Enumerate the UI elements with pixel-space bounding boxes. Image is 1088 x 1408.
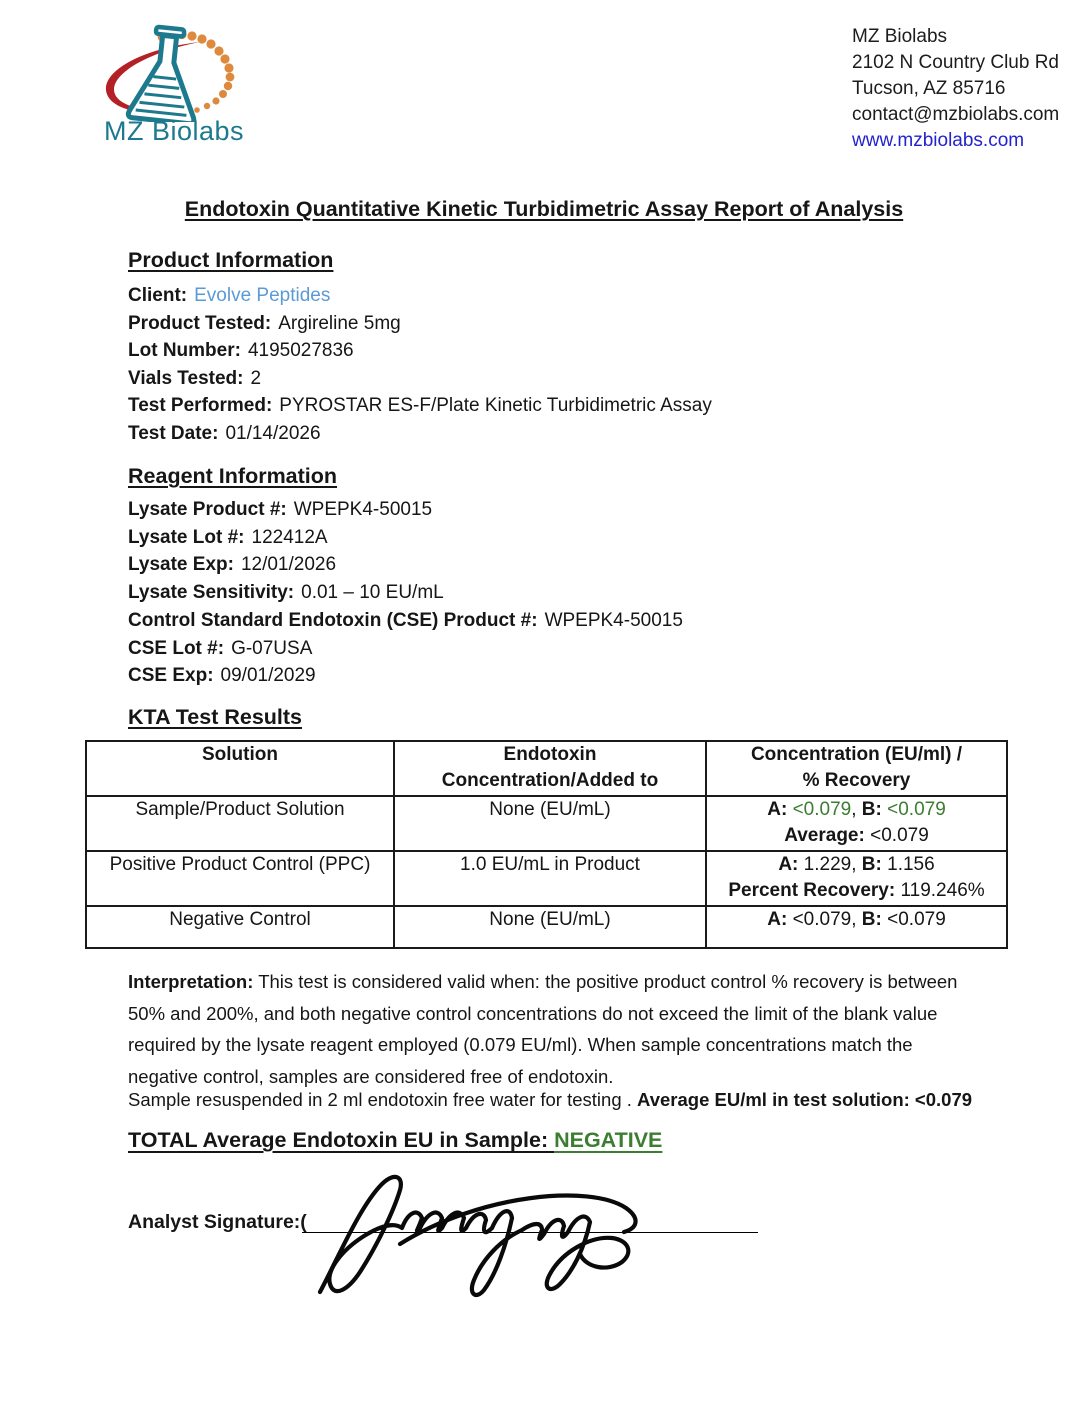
field-value: Argireline 5mg <box>278 312 401 334</box>
cell-added: None (EU/mL) <box>394 906 706 948</box>
field-test-performed <box>128 392 712 420</box>
logo-wordmark: MZ Biolabs <box>104 116 245 146</box>
field-label: CSE Lot #: <box>128 637 225 659</box>
product-information-heading: Product Information <box>128 248 334 272</box>
field-label: CSE Exp: <box>128 665 214 687</box>
letterhead-city: Tucson, AZ 85716 <box>852 78 1006 99</box>
total-result-line <box>128 1128 662 1153</box>
mz-biolabs-logo-icon <box>96 20 260 122</box>
letterhead-company: MZ Biolabs <box>852 26 948 47</box>
field-label: Lysate Product #: <box>128 499 287 520</box>
field-value: PYROSTAR ES-F/Plate Kinetic Turbidimetric Assay <box>279 395 712 417</box>
field-value: 12/01/2026 <box>240 554 337 576</box>
header-solution: Solution <box>86 741 394 796</box>
report-title: Endotoxin Quantitative Kinetic Turbidimetric Assay Report of Analysis <box>184 197 904 221</box>
field-value: 2 <box>250 367 262 389</box>
field-value: 01/14/2026 <box>225 422 321 444</box>
cell-solution: Negative Control <box>86 906 394 948</box>
field-label: Lysate Sensitivity: <box>128 582 295 604</box>
field-label: Lysate Lot #: <box>128 526 245 548</box>
field-cse-product <box>128 607 683 635</box>
cell-solution: Positive Product Control (PPC) <box>86 851 394 906</box>
header-endotoxin-concentration: Endotoxin Concentration/Added to <box>394 741 706 796</box>
letterhead-address-block <box>852 24 1059 154</box>
analyst-signature-icon <box>290 1166 642 1304</box>
field-value: WPEPK4-50015 <box>293 499 433 520</box>
reagent-information-fields <box>128 496 683 690</box>
average-eu-note: Average EU/ml in test solution: <0.079 <box>637 1089 973 1110</box>
cell-added: 1.0 EU/mL in Product <box>394 851 706 906</box>
header-concentration-recovery: Concentration (EU/ml) / % Recovery <box>706 741 1007 796</box>
cell-result: A: 1.229, B: 1.156 Percent Recovery: 119.246% <box>706 851 1007 906</box>
field-cse-exp <box>128 662 683 690</box>
total-result-label: TOTAL Average Endotoxin EU in Sample: <box>128 1128 555 1152</box>
field-value: WPEPK4-50015 <box>544 609 683 631</box>
field-label: Client: <box>128 285 188 306</box>
field-lysate-product <box>128 496 683 524</box>
table-header-row <box>86 741 1007 796</box>
cell-result: A: <0.079, B: <0.079 <box>706 906 1007 948</box>
field-value: 122412A <box>251 526 328 548</box>
analyst-signature-label: Analyst Signature:( <box>128 1211 307 1233</box>
field-cse-lot <box>128 635 683 663</box>
table-row-sample <box>86 796 1007 851</box>
cell-solution: Sample/Product Solution <box>86 796 394 851</box>
reagent-information-heading: Reagent Information <box>128 464 338 488</box>
field-lot-number <box>128 337 712 365</box>
kta-test-results-heading: KTA Test Results <box>128 705 303 729</box>
product-information-fields <box>128 282 712 448</box>
letterhead-street: 2102 N Country Club Rd <box>852 52 1059 73</box>
field-label: Test Date: <box>128 422 219 444</box>
field-vials-tested <box>128 365 712 393</box>
field-test-date <box>128 420 712 448</box>
total-result-value: NEGATIVE <box>554 1128 663 1152</box>
field-label: Vials Tested: <box>128 367 244 389</box>
field-lysate-sensitivity <box>128 579 683 607</box>
table-row-ppc <box>86 851 1007 906</box>
field-lysate-exp <box>128 551 683 579</box>
resuspension-note <box>128 1089 1028 1111</box>
table-row-negative-control <box>86 906 1007 948</box>
field-label: Product Tested: <box>128 312 272 334</box>
cell-result: A: <0.079, B: <0.079 Average: <0.079 <box>706 796 1007 851</box>
field-label: Lysate Exp: <box>128 554 234 576</box>
kta-results-table <box>85 740 1008 949</box>
field-value: 0.01 – 10 EU/mL <box>301 582 444 604</box>
interpretation-paragraph <box>128 966 978 1092</box>
field-value: 09/01/2029 <box>220 665 316 687</box>
field-value: Evolve Peptides <box>194 285 331 306</box>
field-value: 4195027836 <box>247 340 354 362</box>
letterhead-website-link[interactable]: www.mzbiolabs.com <box>852 130 1025 151</box>
field-client <box>128 282 712 310</box>
letterhead-email: contact@mzbiolabs.com <box>852 104 1060 125</box>
field-label: Test Performed: <box>128 395 273 417</box>
field-value: G-07USA <box>231 637 313 659</box>
field-label: Control Standard Endotoxin (CSE) Product #: <box>128 609 538 631</box>
field-lysate-lot <box>128 524 683 552</box>
cell-added: None (EU/mL) <box>394 796 706 851</box>
field-label: Lot Number: <box>128 340 241 362</box>
field-product-tested <box>128 310 712 338</box>
interpretation-text: This test is considered valid when: the positive product control % recovery is between 50% and 200%, and both negative control concentrations do not exceed the limit of the blank value required by the lysate reagent employed (0.079 EU/ml). When sample concentrations match the negative control, samples are considered free of endotoxin. <box>128 971 958 1087</box>
resuspension-text: Sample resuspended in 2 ml endotoxin free water for testing . <box>128 1089 638 1110</box>
interpretation-label: Interpretation: <box>128 971 254 992</box>
